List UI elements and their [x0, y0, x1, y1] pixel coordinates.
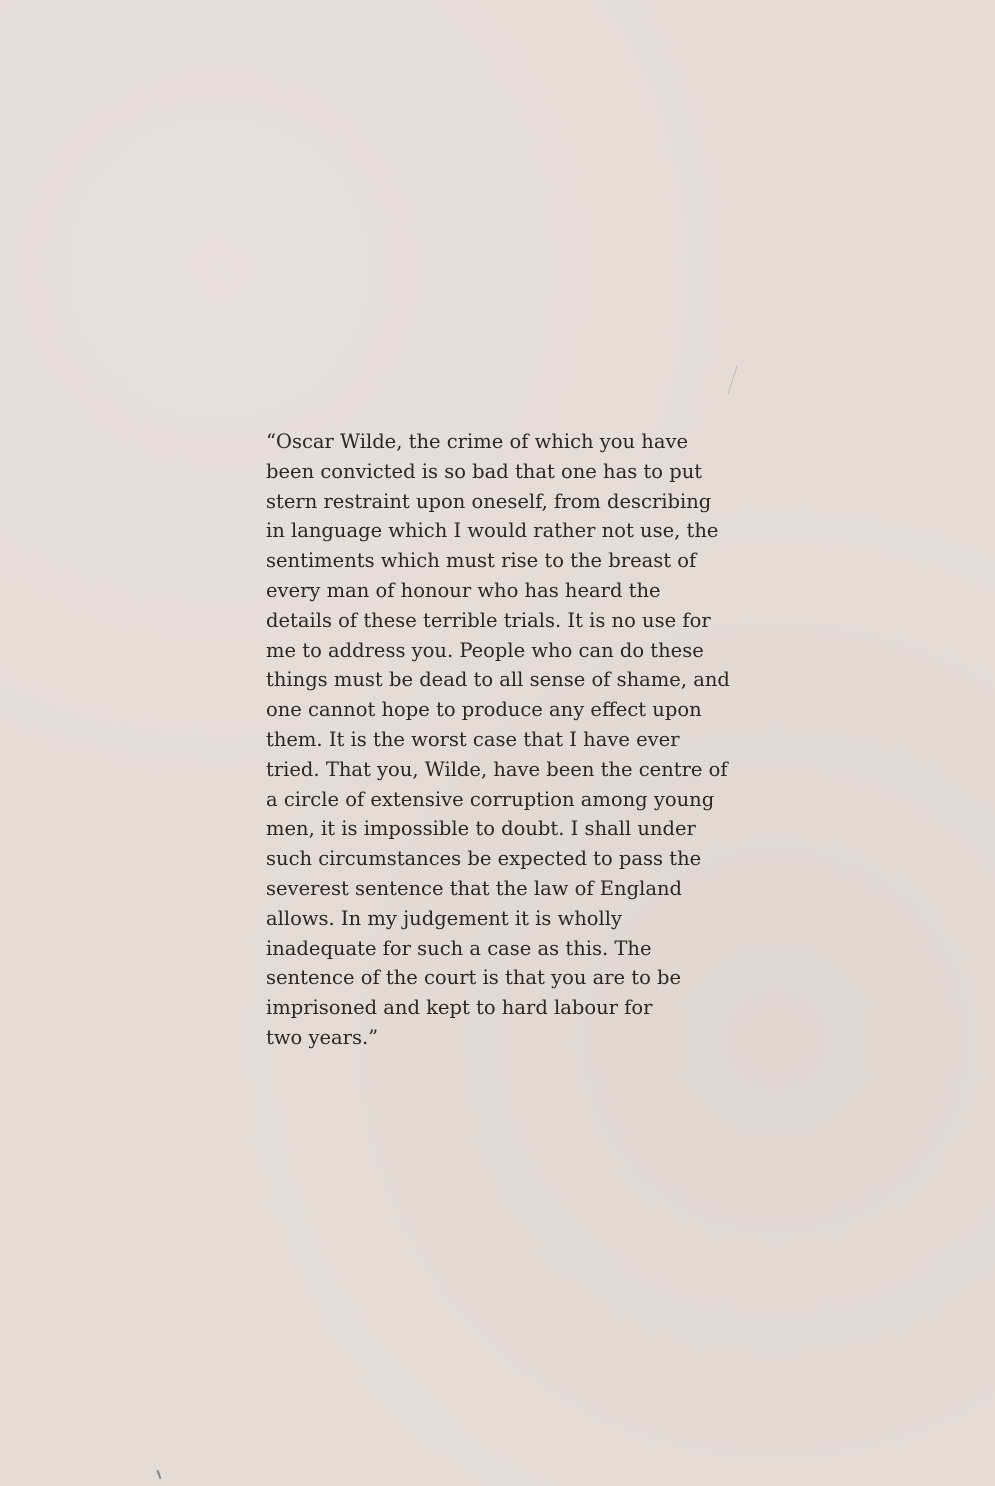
quote-line: tried. That you, Wilde, have been the centre of	[266, 757, 728, 781]
quote-line: severest sentence that the law of England	[266, 876, 682, 900]
quote-line: stern restraint upon oneself, from describing	[266, 489, 712, 513]
quote-line: every man of honour who has heard the	[266, 578, 661, 602]
quote-line: a circle of extensive corruption among young	[266, 787, 715, 811]
quote-line: allows. In my judgement it is wholly	[266, 906, 623, 930]
quote-line: things must be dead to all sense of shame, and	[266, 668, 730, 692]
paper-crease-mark	[727, 366, 737, 395]
paper-speck-mark	[157, 1470, 162, 1479]
quote-line: details of these terrible trials. It is no use for	[266, 608, 711, 632]
quote-line: me to address you. People who can do these	[266, 638, 704, 662]
quote-line: imprisoned and kept to hard labour for	[266, 996, 653, 1020]
quote-line: sentence of the court is that you are to be	[266, 966, 682, 990]
quote-line: men, it is impossible to doubt. I shall under	[266, 817, 696, 841]
quote-line: one cannot hope to produce any effect upon	[266, 698, 702, 722]
quote-line: inadequate for such a case as this. The	[266, 936, 652, 960]
quote-line: in language which I would rather not use, the	[266, 519, 719, 543]
sentencing-quote	[266, 427, 746, 1053]
quote-line: them. It is the worst case that I have ever	[266, 727, 680, 751]
quote-line: two years.”	[266, 1025, 379, 1049]
quote-line: been convicted is so bad that one has to put	[266, 459, 703, 483]
quote-line: “Oscar Wilde, the crime of which you have	[266, 430, 689, 453]
quote-line: sentiments which must rise to the breast of	[266, 549, 697, 573]
quote-line: such circumstances be expected to pass the	[266, 847, 702, 871]
